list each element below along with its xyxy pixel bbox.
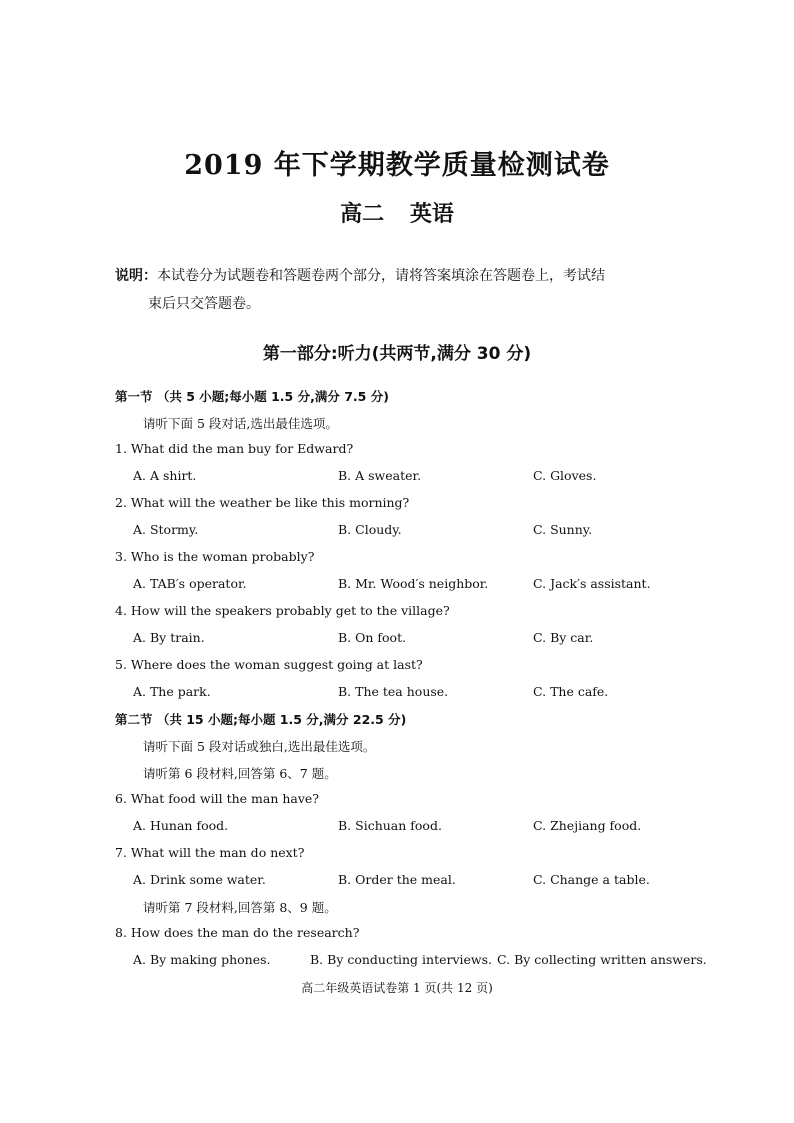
q2-option-c: C. Sunny. [533, 522, 593, 537]
q6-option-c: C. Zhejiang food. [533, 818, 642, 833]
q7-option-b: B. Order the meal. [338, 872, 456, 887]
q4-option-c: C. By car. [533, 630, 594, 645]
q8-option-a: A. By making phones. [133, 952, 271, 967]
instructions-line-2: 束后只交答题卷。 [148, 296, 260, 312]
question-2: 2. What will the weather be like this morning? [115, 495, 410, 510]
question-1: 1. What did the man buy for Edward? [115, 441, 354, 456]
material-6-direction: 请听第 6 段材料,回答第 6、7 题。 [143, 766, 337, 781]
q3-option-c: C. Jack′s assistant. [533, 576, 651, 591]
question-3: 3. Who is the woman probably? [115, 549, 315, 564]
q8-option-b: B. By conducting interviews. [310, 952, 493, 967]
section1-heading: 第一节 （共 5 小题;每小题 1.5 分,满分 7.5 分) [115, 389, 389, 404]
part1-heading: 第一部分:听力(共两节,满分 30 分) [262, 344, 532, 364]
q6-option-a: A. Hunan food. [133, 818, 229, 833]
instructions-line-1: 本试卷分为试题卷和答题卷两个部分，请将答案填涂在答题卷上，考试结 [157, 268, 605, 284]
q3-option-a: A. TAB′s operator. [133, 576, 247, 591]
q1-option-b: B. A sweater. [338, 468, 422, 483]
q5-option-c: C. The cafe. [533, 684, 609, 699]
instructions-label: 说明： [115, 268, 157, 284]
q7-option-c: C. Change a table. [533, 872, 650, 887]
question-4: 4. How will the speakers probably get to the village? [115, 603, 450, 618]
q7-option-a: A. Drink some water. [133, 872, 266, 887]
section2-direction: 请听下面 5 段对话或独白,选出最佳选项。 [143, 739, 376, 754]
q2-option-a: A. Stormy. [133, 522, 199, 537]
question-5: 5. Where does the woman suggest going at last? [115, 657, 423, 672]
exam-title: 2019 年下学期教学质量检测试卷 [184, 150, 610, 181]
q1-option-c: C. Gloves. [533, 468, 597, 483]
q5-option-b: B. The tea house. [338, 684, 449, 699]
question-8: 8. How does the man do the research? [115, 925, 360, 940]
q8-option-c: C. By collecting written answers. [497, 952, 707, 967]
q4-option-a: A. By train. [133, 630, 205, 645]
material-7-direction: 请听第 7 段材料,回答第 8、9 题。 [143, 900, 337, 915]
exam-subtitle: 高二 英语 [340, 201, 454, 227]
q1-option-a: A. A shirt. [133, 468, 197, 483]
q3-option-b: B. Mr. Wood′s neighbor. [338, 576, 489, 591]
section2-heading: 第二节 （共 15 小题;每小题 1.5 分,满分 22.5 分) [115, 712, 407, 727]
page-footer: 高二年级英语试卷第 1 页(共 12 页) [301, 981, 493, 995]
q4-option-b: B. On foot. [338, 630, 407, 645]
question-7: 7. What will the man do next? [115, 845, 305, 860]
question-6: 6. What food will the man have? [115, 791, 320, 806]
q2-option-b: B. Cloudy. [338, 522, 402, 537]
q6-option-b: B. Sichuan food. [338, 818, 442, 833]
section1-direction: 请听下面 5 段对话,选出最佳选项。 [143, 416, 338, 431]
q5-option-a: A. The park. [133, 684, 211, 699]
instructions [115, 262, 685, 318]
